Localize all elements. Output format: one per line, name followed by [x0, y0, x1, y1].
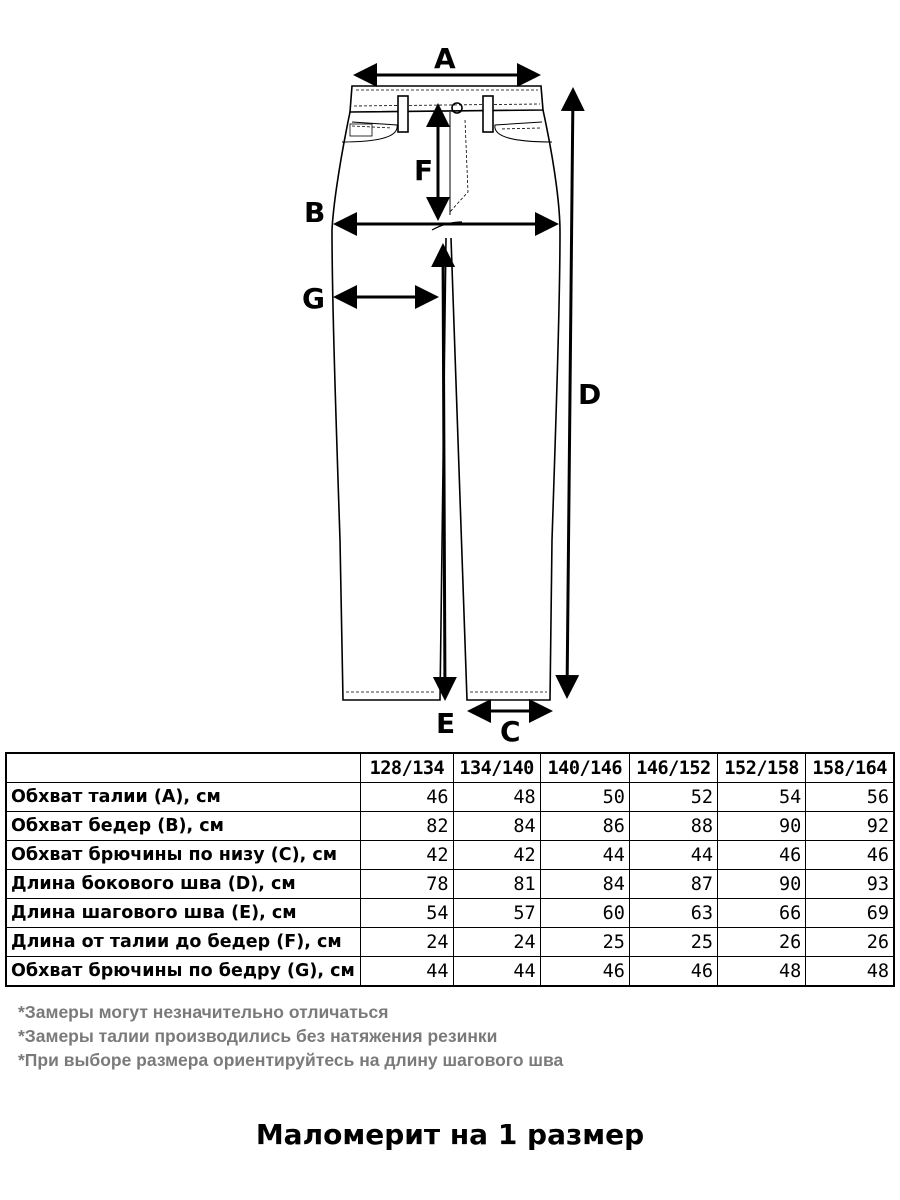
- measurement-value: 63: [629, 899, 717, 928]
- measurement-value: 46: [629, 957, 717, 987]
- measurement-value: 48: [718, 957, 806, 987]
- measurement-value: 56: [806, 783, 894, 812]
- note-item: *Замеры талии производились без натяжения резинки: [18, 1026, 498, 1046]
- size-header: 140/146: [540, 753, 629, 783]
- measurement-value: 50: [540, 783, 629, 812]
- notes: [18, 1000, 563, 1072]
- measurement-value: 26: [718, 928, 806, 957]
- size-header: 146/152: [629, 753, 717, 783]
- measurement-value: 84: [453, 812, 540, 841]
- measurement-label: Длина бокового шва (D), см: [6, 870, 361, 899]
- measurement-label: Длина шагового шва (E), см: [6, 899, 361, 928]
- fit-note-title: Маломерит на 1 размер: [255, 1118, 645, 1151]
- measurement-label: Обхват бедер (B), см: [6, 812, 361, 841]
- measurement-value: 48: [453, 783, 540, 812]
- measurement-value: 42: [361, 841, 453, 870]
- label-g: G: [302, 282, 325, 315]
- measurement-value: 86: [540, 812, 629, 841]
- header-blank: [6, 753, 361, 783]
- measurement-arrows: [336, 75, 573, 711]
- measurement-value: 42: [453, 841, 540, 870]
- size-header: 128/134: [361, 753, 453, 783]
- table-row: [6, 812, 894, 841]
- measurement-value: 54: [361, 899, 453, 928]
- measurement-value: 26: [806, 928, 894, 957]
- label-c: C: [500, 715, 521, 745]
- label-e: E: [436, 707, 456, 740]
- measurement-value: 82: [361, 812, 453, 841]
- label-b: B: [304, 196, 326, 229]
- arrow-e: [443, 246, 445, 698]
- measurement-label: Обхват брючины по бедру (G), см: [6, 957, 361, 987]
- size-header: 158/164: [806, 753, 894, 783]
- measurement-label: Обхват брючины по низу (C), см: [6, 841, 361, 870]
- measurement-value: 46: [806, 841, 894, 870]
- measurement-value: 25: [629, 928, 717, 957]
- measurement-value: 46: [540, 957, 629, 987]
- measurement-value: 46: [361, 783, 453, 812]
- note-item: *При выборе размера ориентируйтесь на длину шагового шва: [18, 1050, 564, 1070]
- measurement-value: 44: [629, 841, 717, 870]
- label-f: F: [414, 154, 434, 187]
- measurement-value: 52: [629, 783, 717, 812]
- measurement-value: 25: [540, 928, 629, 957]
- measurement-value: 60: [540, 899, 629, 928]
- measurement-label: Обхват талии (A), см: [6, 783, 361, 812]
- measurement-value: 90: [718, 870, 806, 899]
- size-header-row: [6, 753, 894, 783]
- measurement-value: 69: [806, 899, 894, 928]
- measurement-value: 44: [540, 841, 629, 870]
- table-row: [6, 841, 894, 870]
- measurement-value: 44: [453, 957, 540, 987]
- measurement-value: 57: [453, 899, 540, 928]
- size-header: 152/158: [718, 753, 806, 783]
- measurement-value: 93: [806, 870, 894, 899]
- size-table: [5, 752, 895, 987]
- table-row: [6, 957, 894, 987]
- table-row: [6, 928, 894, 957]
- measurement-value: 48: [806, 957, 894, 987]
- measurement-value: 44: [361, 957, 453, 987]
- measurement-value: 81: [453, 870, 540, 899]
- size-header: 134/140: [453, 753, 540, 783]
- measurement-value: 87: [629, 870, 717, 899]
- label-a: A: [434, 42, 456, 75]
- measurement-value: 24: [453, 928, 540, 957]
- measurement-value: 54: [718, 783, 806, 812]
- measurement-value: 66: [718, 899, 806, 928]
- measurement-value: 78: [361, 870, 453, 899]
- table-row: [6, 899, 894, 928]
- measurement-value: 90: [718, 812, 806, 841]
- measurement-value: 84: [540, 870, 629, 899]
- measurement-value: 88: [629, 812, 717, 841]
- arrow-d: [567, 90, 573, 696]
- table-row: [6, 783, 894, 812]
- measurement-value: 92: [806, 812, 894, 841]
- label-d: D: [578, 378, 602, 411]
- measurement-value: 24: [361, 928, 453, 957]
- measurement-label: Длина от талии до бедер (F), см: [6, 928, 361, 957]
- measurement-value: 46: [718, 841, 806, 870]
- table-row: [6, 870, 894, 899]
- note-item: *Замеры могут незначительно отличаться: [18, 1002, 389, 1022]
